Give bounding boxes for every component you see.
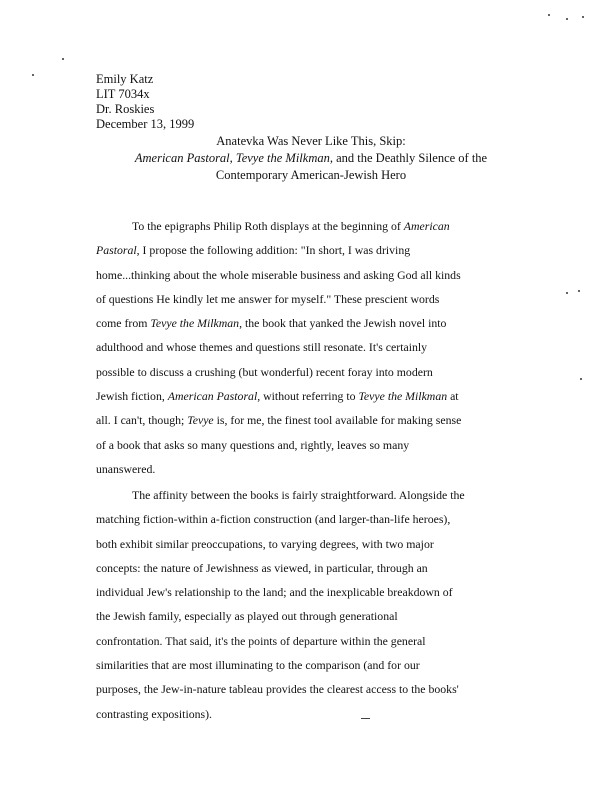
paragraph-1 [96,214,528,481]
text-span: come from [96,316,151,331]
paragraph-2 [96,483,528,726]
italic-title: Tevye [187,413,214,428]
text-line: individual Jew's relationship to the land; and the inexplicable breakdown of [96,585,453,600]
text-line: the Jewish family, especially as played out through generational [96,609,398,624]
header-block [96,72,194,132]
title-line-1: Anatevka Was Never Like This, Skip: [216,134,406,148]
scan-speck [32,74,34,76]
italic-title: American [403,219,450,233]
text-line [96,384,528,408]
text-line [96,214,528,238]
text-line: purposes, the Jew-in-nature tableau provides the clearest access to the books' [96,682,459,697]
text-line: home...thinking about the whole miserable business and asking God all kinds [96,267,461,282]
text-span: all. I can't, though; [96,413,188,428]
italic-title: Tevye the Milkman [358,389,448,404]
text-span: is, for me, the finest tool available for making sense [213,413,462,428]
text-line: both exhibit similar preoccupations, to varying degrees, with two major [96,536,434,551]
submission-date: December 13, 1999 [96,117,195,131]
text-span: Jewish fiction, [96,389,168,404]
scan-speck [582,16,584,18]
title-line-2-rest: and the Deathly Silence of the [332,151,488,165]
scan-speck [566,292,568,294]
italic-title: American Pastoral [167,389,258,404]
text-line: of a book that asks so many questions and, rightly, leaves so many [96,437,410,452]
text-line: contrasting expositions). [96,706,212,721]
text-line: unanswered. [96,461,156,476]
text-span: , I propose the following addition: "In short, I was driving [136,243,411,258]
text-line: confrontation. That said, it's the points of departure within the general [96,633,426,648]
text-line: matching fiction-within a-fiction construction (and larger-than-life heroes), [96,512,451,527]
text-line: The affinity between the books is fairly straightforward. Alongside the [132,488,465,502]
italic-title: Tevye the Milkman [150,316,240,331]
scan-speck [548,14,550,16]
text-line: possible to discuss a crushing (but wonderful) recent foray into modern [96,364,433,379]
text-line [96,238,528,262]
italic-title: Pastoral [96,243,137,258]
essay-title [96,133,526,184]
text-line [96,311,528,335]
title-line-3: Contemporary American-Jewish Hero [215,168,407,182]
author-name: Emily Katz [96,72,154,86]
text-line: adulthood and whose themes and questions still resonate. It's certainly [96,340,428,355]
scan-mark [361,718,370,719]
title-line-2 [96,150,526,167]
title-italic-works: American Pastoral, Tevye the Milkman, [134,151,333,165]
scan-speck [580,378,582,380]
text-span: To the epigraphs Philip Roth displays at the beginning of [132,219,404,233]
text-span: , the book that yanked the Jewish novel into [239,316,447,331]
scan-speck [566,18,568,20]
text-span: , without referring to [257,389,359,404]
instructor-name: Dr. Roskies [96,102,155,116]
text-line: similarities that are most illuminating to the comparison (and for our [96,658,420,673]
scan-speck [578,290,580,292]
text-span: at [447,389,459,404]
scan-speck [62,58,64,60]
text-line [96,408,528,432]
text-line: concepts: the nature of Jewishness as viewed, in particular, through an [96,560,428,575]
text-line: of questions He kindly let me answer for myself." These prescient words [96,291,440,306]
course-code: LIT 7034x [96,87,150,101]
